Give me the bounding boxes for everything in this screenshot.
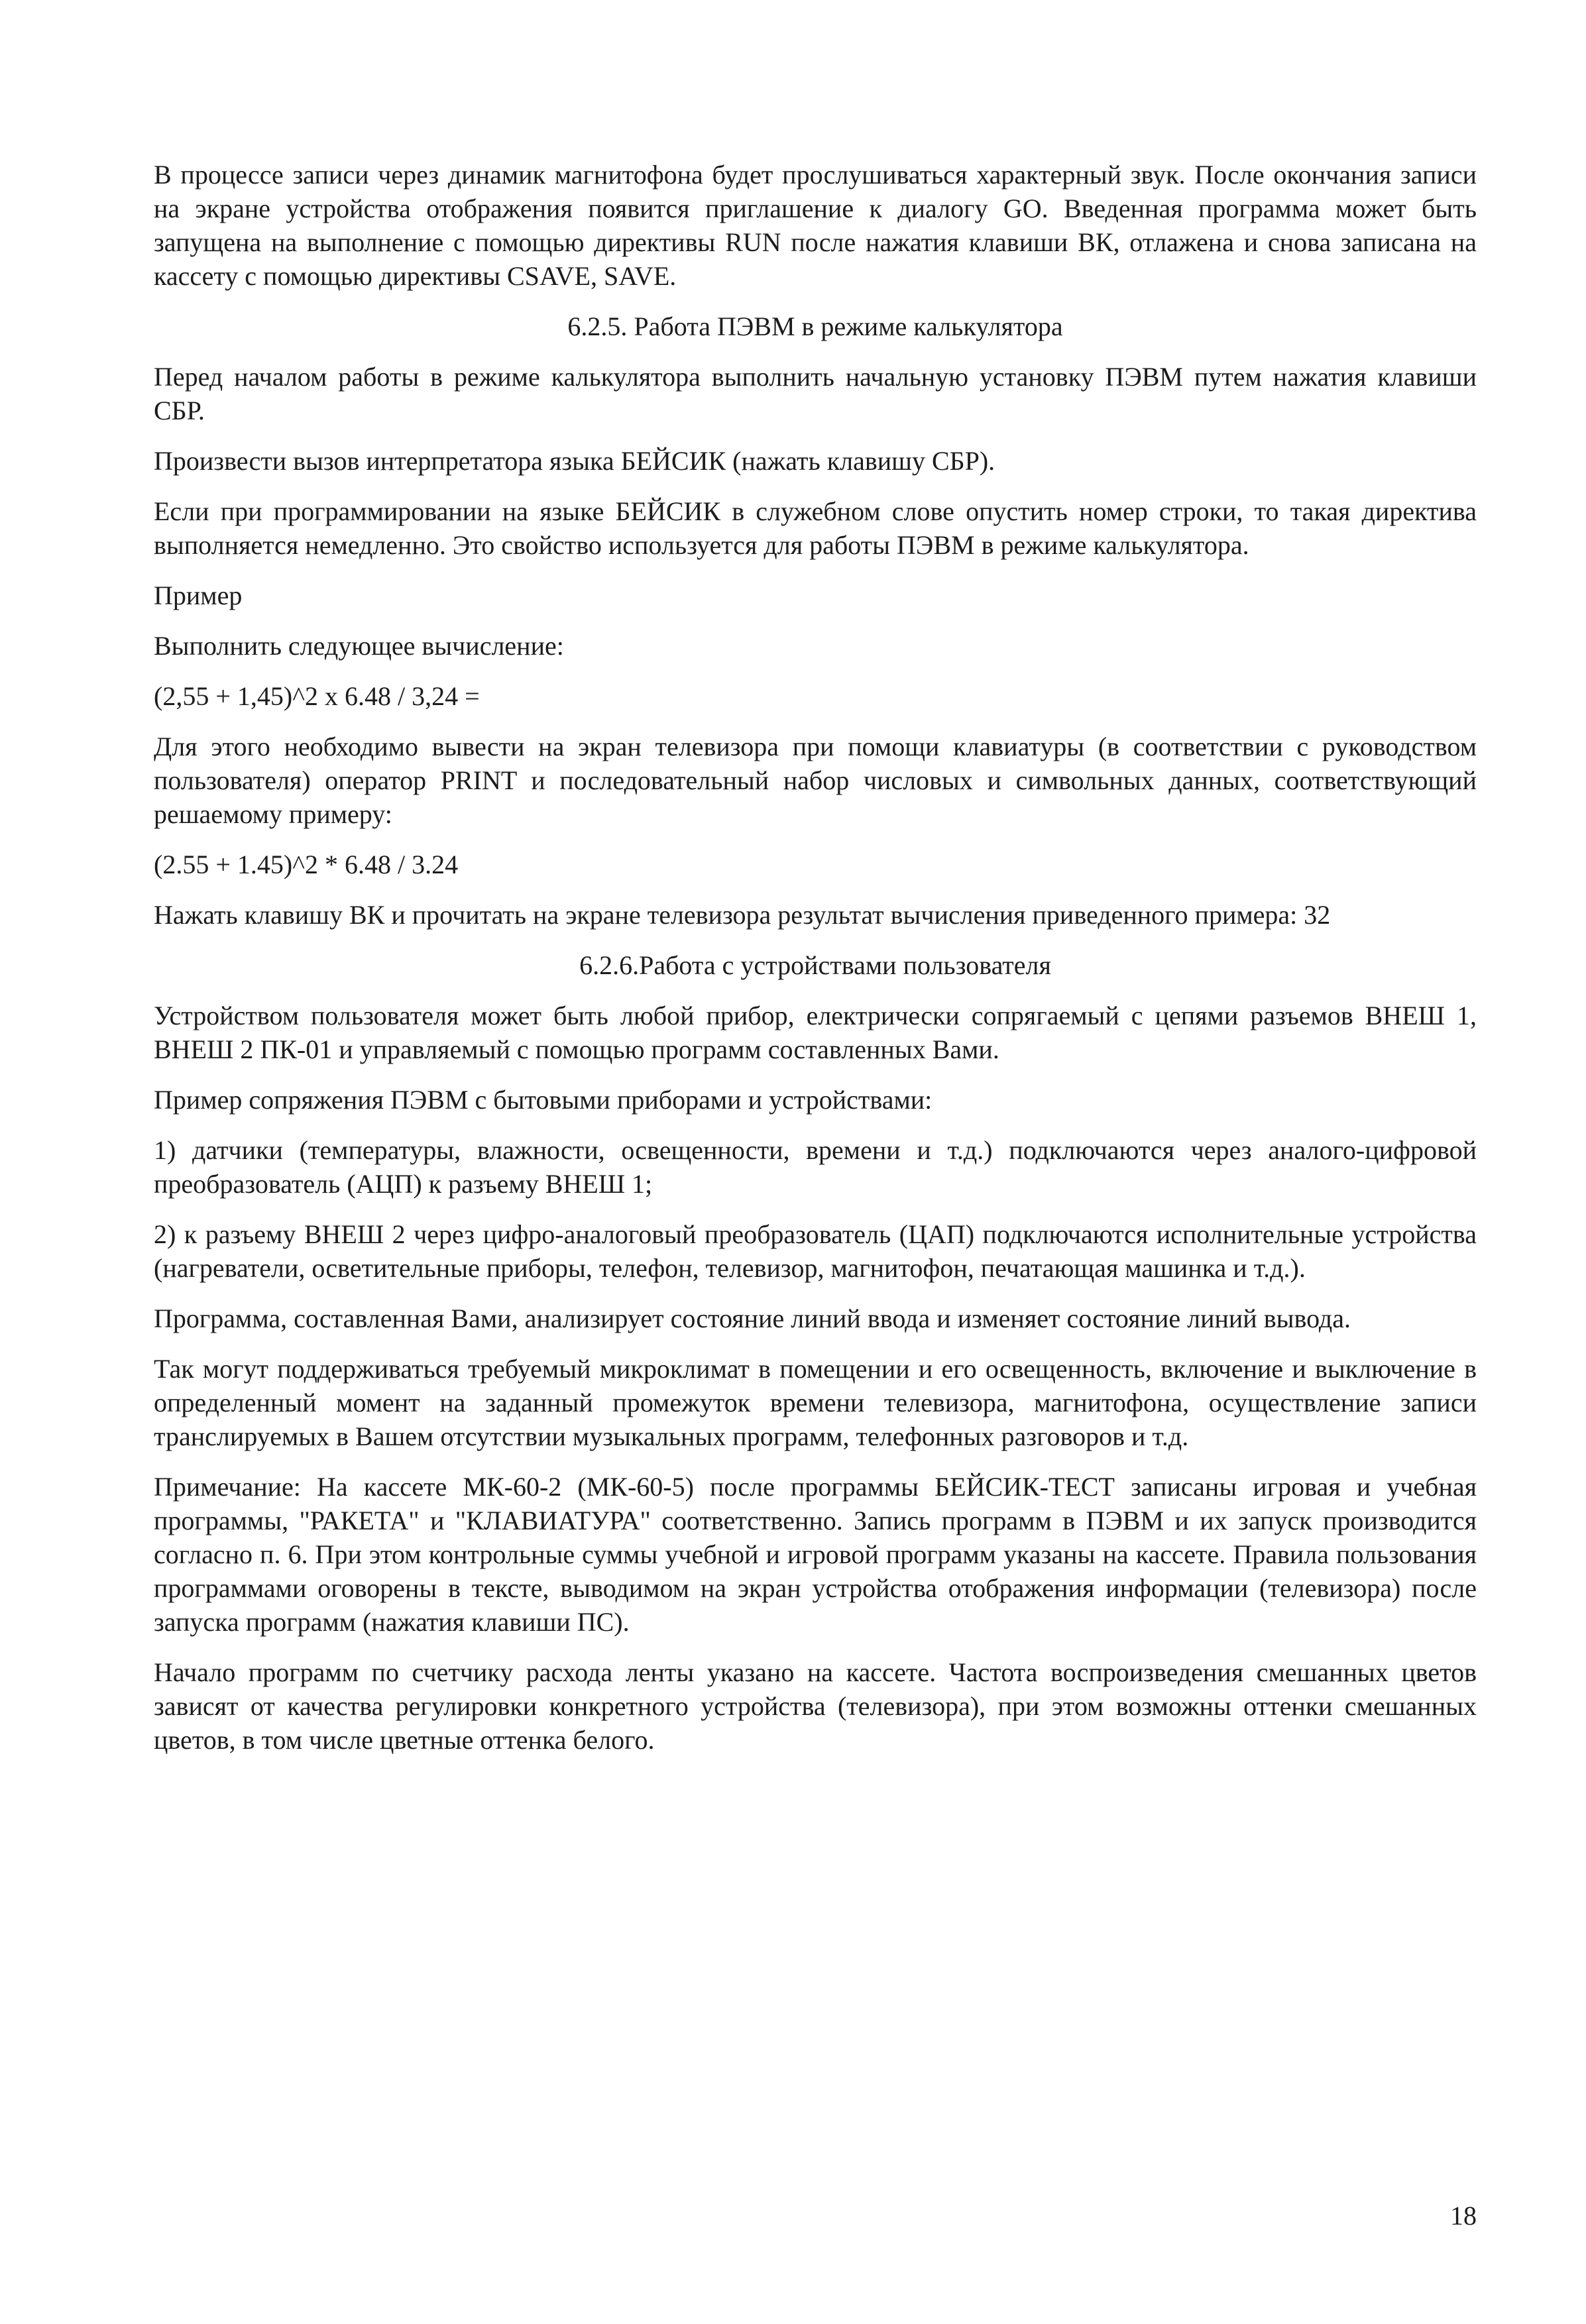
- section-heading-user-devices: 6.2.6.Работа с устройствами пользователя: [579, 950, 1051, 980]
- paragraph-recording: В процессе записи через динамик магнитофона будет прослушиваться характерный звук. После окончания записи на экране устройства отображения появится приглашение к диалогу GO. Введенная программа может быть запущена на выполнение с помощью директивы RUN после нажатия клавиши ВК, отлажена и снова записана на кассету с помощью директивы CSAVE, SAVE.: [154, 160, 1477, 291]
- formula-written: (2,55 + 1,45)^2 x 6.48 / 3,24 =: [154, 681, 480, 711]
- paragraph-note-cassette: Примечание: На кассете МК-60-2 (МК-60-5) после программы БЕЙСИК-ТЕСТ записаны игровая и учебная программы, "РАКЕТА" и "КЛАВИАТУРА" соответственно. Запись программ в ПЭВМ и их запуск производится согласно п. 6. При этом контрольные суммы учебной и игровой программ указаны на кассете. Правила пользования программами оговорены в тексте, выводимом на экран устройства отображения информации (телевизора) после запуска программ (нажатия клавиши ПС).: [154, 1472, 1477, 1637]
- paragraph-initial-setup: Перед началом работы в режиме калькулятора выполнить начальную установку ПЭВМ путем нажатия клавиши СБР.: [154, 362, 1477, 425]
- paragraph-tape-counter: Начало программ по счетчику расхода ленты указано на кассете. Частота воспроизведения смешанных цветов зависят от качества регулировки конкретного устройства (телевизора), при этом возможны оттенки смешанных цветов, в том числе цветные оттенка белого.: [154, 1657, 1477, 1755]
- paragraph-call-interpreter: Произвести вызов интерпретатора языка БЕЙСИК (нажать клавишу СБР).: [154, 446, 995, 476]
- paragraph-user-device-definition: Устройством пользователя может быть любой прибор, електрически сопрягаемый с цепями разъемов ВНЕШ 1, ВНЕШ 2 ПК-01 и управляемый с помощью программ составленных Вами.: [154, 1001, 1477, 1064]
- paragraph-compute-prompt: Выполнить следующее вычисление:: [154, 631, 564, 661]
- list-item-sensors: 1) датчики (температуры, влажности, освещенности, времени и т.д.) подключаются через аналого-цифровой преобразователь (АЦП) к разъему ВНЕШ 1;: [154, 1135, 1477, 1199]
- paragraph-interface-example: Пример сопряжения ПЭВМ с бытовыми приборами и устройствами:: [154, 1085, 933, 1115]
- page-number: 18: [1450, 2201, 1477, 2231]
- paragraph-automation: Так могут поддерживаться требуемый микроклимат в помещении и его освещенность, включение и выключение в определенный момент на заданный промежуток времени телевизора, магнитофона, осуществление записи транслируемых в Вашем отсутствии музыкальных программ, телефонных разговоров и т.д.: [154, 1354, 1477, 1451]
- section-heading-calculator: 6.2.5. Работа ПЭВМ в режиме калькулятора: [567, 311, 1063, 341]
- list-item-actuators: 2) к разъему ВНЕШ 2 через цифро-аналоговый преобразователь (ЦАП) подключаются исполнительные устройства (нагреватели, осветительные приборы, телефон, телевизор, магнитофон, печатающая машинка и т.д.).: [154, 1219, 1477, 1283]
- paragraph-example-label: Пример: [154, 581, 243, 610]
- formula-basic: (2.55 + 1.45)^2 * 6.48 / 3.24: [154, 850, 459, 879]
- paragraph-program-analysis: Программа, составленная Вами, анализирует состояние линий ввода и изменяет состояние линий вывода.: [154, 1303, 1351, 1333]
- document-page: [154, 158, 1477, 1773]
- paragraph-direct-mode: Если при программировании на языке БЕЙСИК в служебном слове опустить номер строки, то такая директива выполняется немедленно. Это свойство используется для работы ПЭВМ в режиме калькулятора.: [154, 496, 1477, 560]
- paragraph-result: Нажать клавишу ВК и прочитать на экране телевизора результат вычисления приведенного примера: 32: [154, 900, 1331, 930]
- paragraph-print-instruction: Для этого необходимо вывести на экран телевизора при помощи клавиатуры (в соответствии с руководством пользователя) оператор PRINT и последовательный набор числовых и символьных данных, соответствующий решаемому примеру:: [154, 732, 1477, 829]
